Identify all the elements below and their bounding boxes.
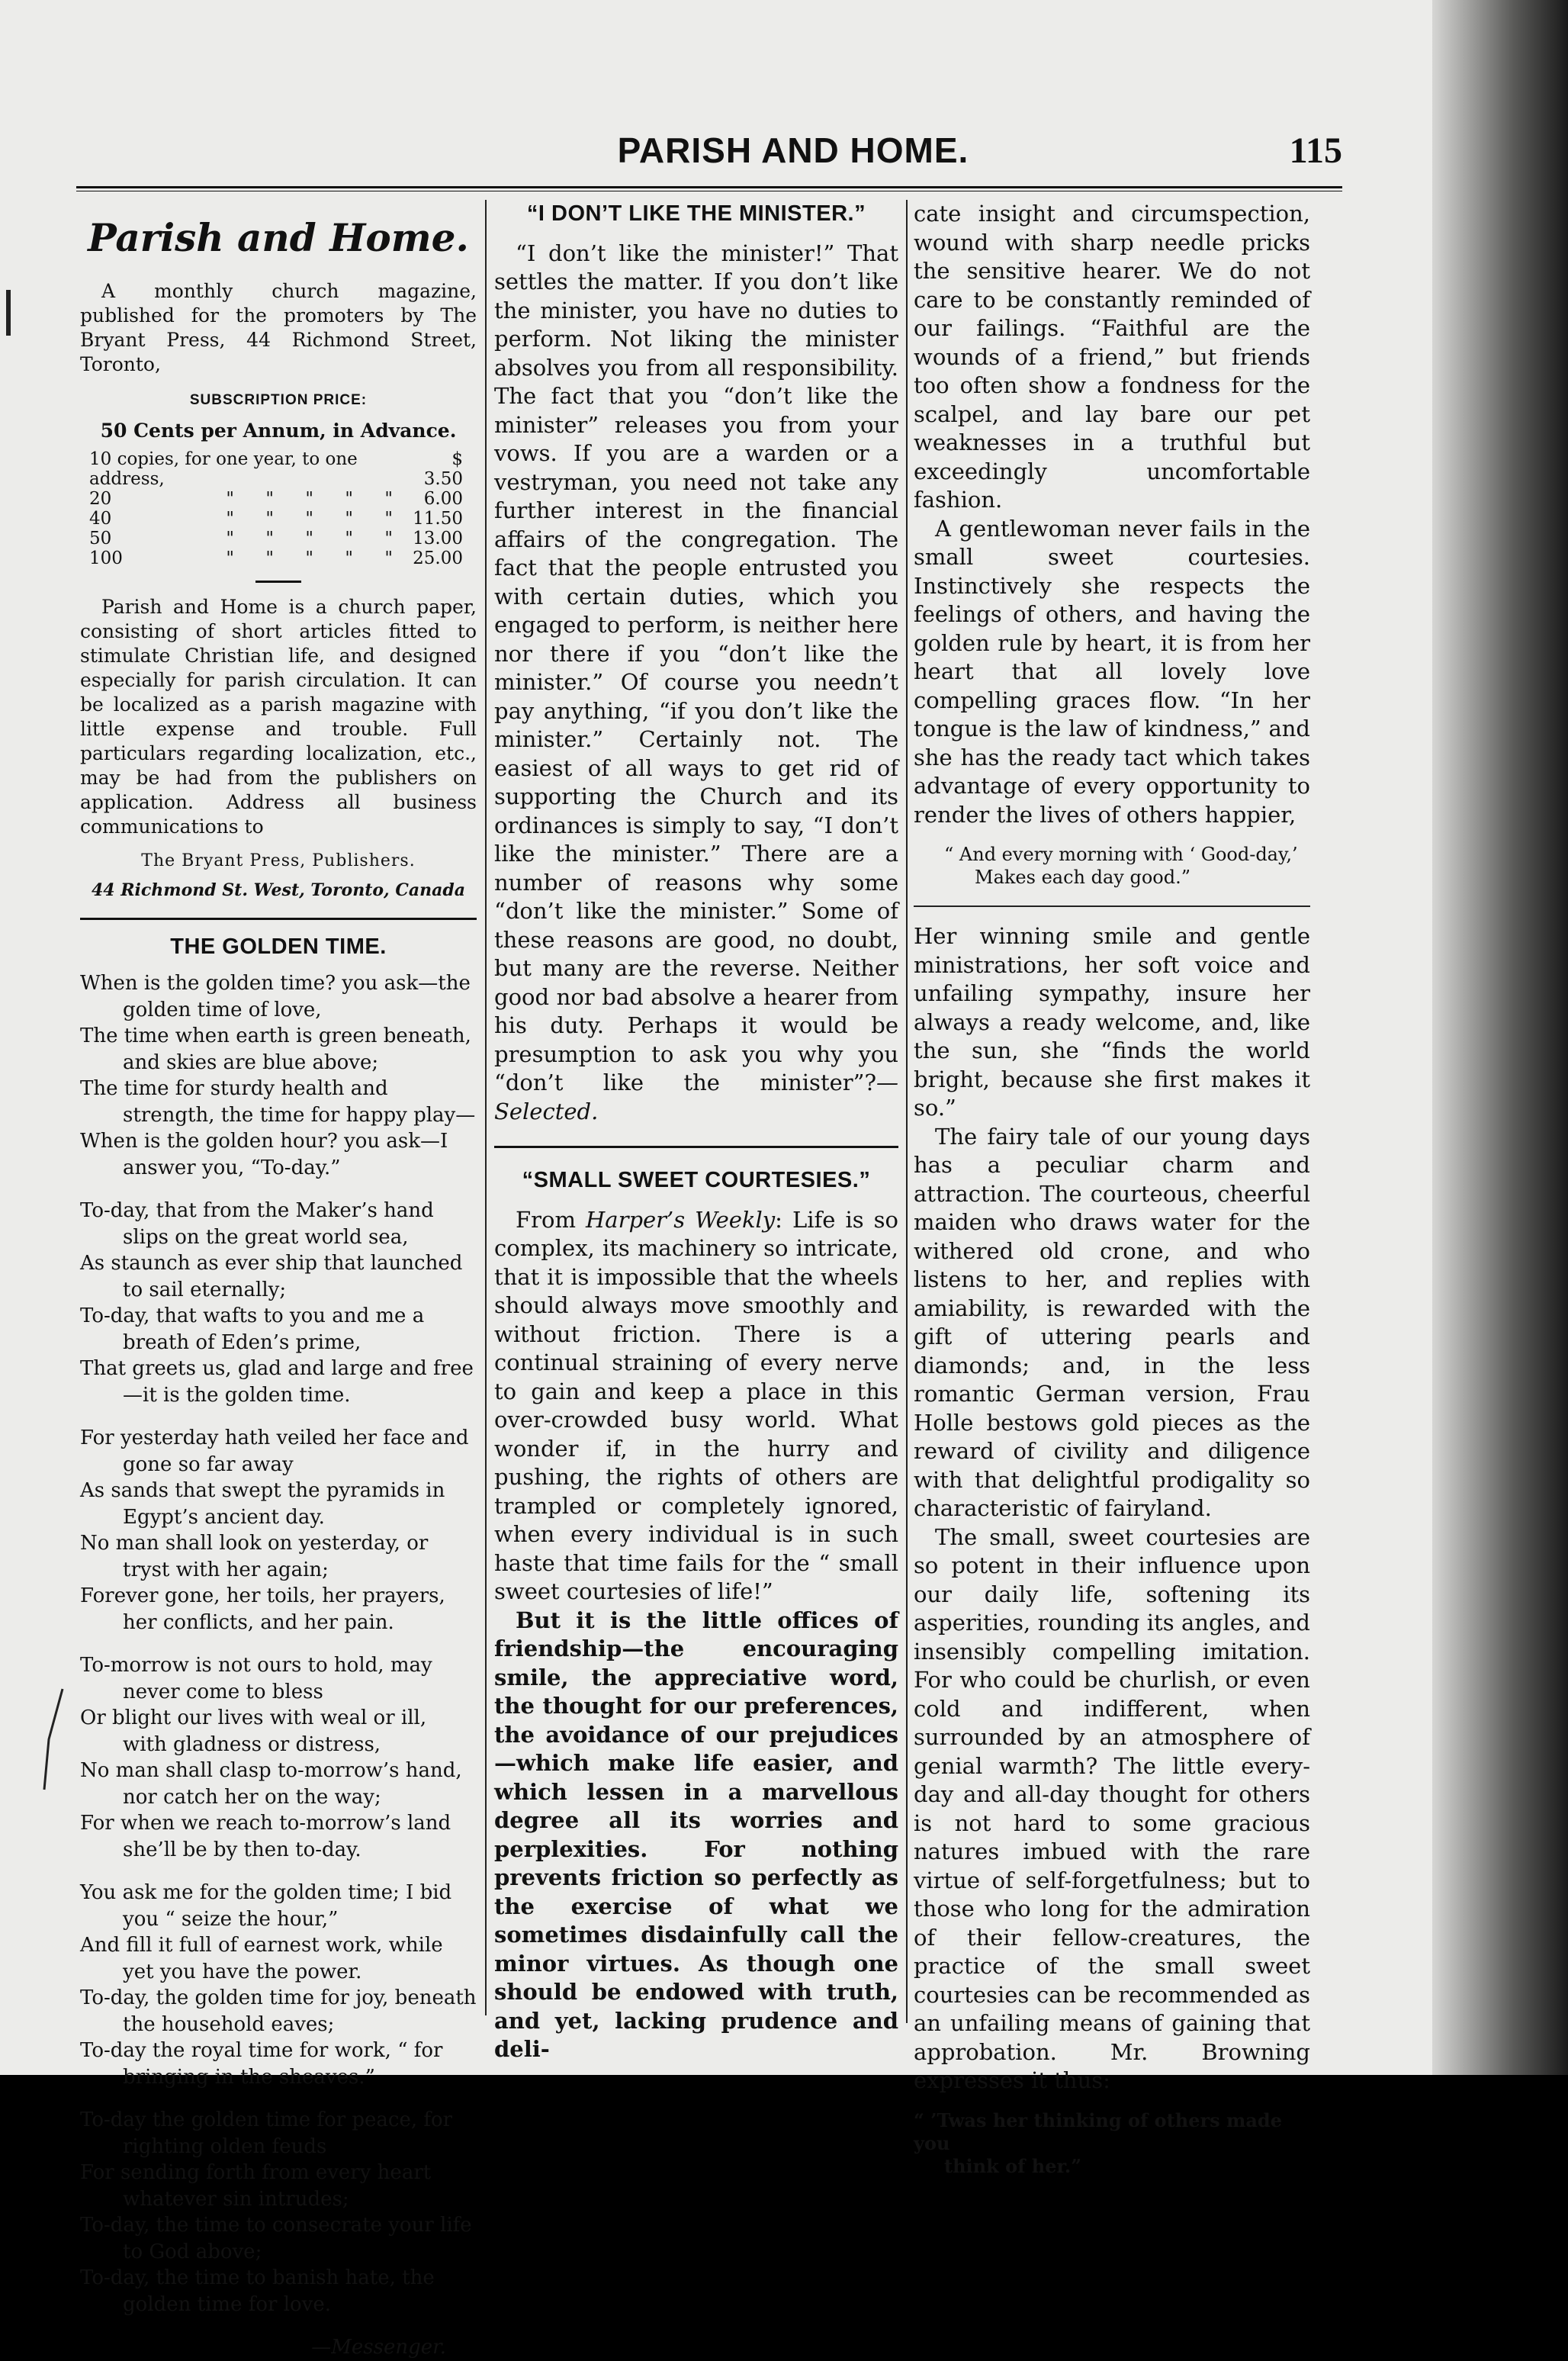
poem-line: To-day the royal time for work, “ for bringing in the sheaves.” <box>80 2039 443 2089</box>
quote-line: “ ’Twas her thinking of others made you <box>914 2108 1282 2154</box>
article-para: A gentlewoman never fails in the small sweet courtesies. Instinctively she respects the feelings of others, and having the golden rule by heart, it is from her heart that all lovely love compelling graces flow. “In her tongue is the law of kindness,” and she has the ready tact which takes advantage of every opportunity to render the lives of others happier, <box>914 515 1310 828</box>
poem-line: As sands that swept the pyramids in Egypt’s ancient day. <box>80 1479 445 1529</box>
poem-title: THE GOLDEN TIME. <box>170 934 387 959</box>
poem-line: When is the golden hour? you ask—I answer you, “To-day.” <box>80 1130 448 1179</box>
poem-line: And fill it full of earnest work, while yet you have the power. <box>80 1934 443 1983</box>
poem-line: The time for sturdy health and strength, the time for happy play— <box>80 1077 476 1127</box>
poem-line: No man shall look on yesterday, or tryst with her again; <box>80 1532 429 1581</box>
verse-quote <box>914 843 1310 889</box>
poem-line: Or blight our lives with weal or ill, with gladness or distress, <box>80 1706 427 1756</box>
poem-line: That greets us, glad and large and free—it is the golden time. <box>80 1357 474 1407</box>
article-para: The fairy tale of our young days has a peculiar charm and attraction. The courteous, cheerful maiden who draws water for the withered old crone, and who listens to her, and replies with amiability, is rewarded with the gift of uttering pearls and diamonds; and, in the less romantic German version, Frau Holle bestows gold pieces as the reward of civility and diligence with that delightful prodigality so characteristic of fairyland. <box>914 1123 1310 1521</box>
source-publication: Harper’s Weekly <box>586 1206 776 1233</box>
price-amount: 13.00 <box>413 528 463 548</box>
price-row: 50 " " " " " 13.00 <box>89 528 463 548</box>
poem-line: For yesterday hath veiled her face and gone so far away <box>80 1427 469 1476</box>
poem-line: To-day, that wafts to you and me a breath of Eden’s prime, <box>80 1304 425 1354</box>
quote-line: Makes each day good.” <box>975 867 1190 888</box>
article-title-courtesies: “SMALL SWEET COURTESIES.” <box>522 1168 871 1192</box>
book-spine-shadow <box>1432 0 1568 2075</box>
article-para: But it is the little offices of friendship—the encouraging smile, the appreciative word, the thought for our preferences, the avoidance of our prejudices—which make life easier, and which lessen in a marvellous degree all its worries and perplexities. For nothing prevents friction so perfectly as the exercise of what we sometimes disdainfully call the minor virtues. As though one should be endowed with truth, and yet, lacking prudence and deli- <box>494 1607 898 2062</box>
masthead: Parish and Home. <box>88 215 469 260</box>
price-amount: 6.00 <box>423 488 463 509</box>
article-para: The small, sweet courtesies are so potent in their influence upon our daily life, softening its asperities, rounding its angles, and insensibly compelling imitation. For who could be churlish, or even cold and indifferent, when surrounded by an atmosphere of genial warmth? The little every-day and all-day thought for others is not hard to some gracious natures imbued with the rare virtue of self-forgetfulness; but to those who long for the admiration of their fellow-creatures, the practice of the small sweet courtesies can be recommended as an unfailing means of gaining that approbation. Mr. Browning expresses it thus: <box>914 1523 1310 2093</box>
poem-stanza <box>80 1652 477 1863</box>
article-source: —Selected. <box>494 1070 898 1124</box>
price-row: 20 " " " " " 6.00 <box>89 488 463 509</box>
verse-quote <box>914 2109 1310 2178</box>
section-rule <box>494 1146 898 1148</box>
price-amount: $ 3.50 <box>423 449 463 489</box>
poem-line: To-day, the time to banish hate, the golden time for love. <box>80 2266 435 2316</box>
pencil-mark <box>43 1686 66 1793</box>
poem-line: To-day, that from the Maker’s hand slips on the great world sea, <box>80 1199 434 1249</box>
header-rule <box>76 186 1342 191</box>
column-divider-1 <box>485 200 487 2015</box>
column-2 <box>494 200 898 2064</box>
poem-line: For when we reach to-morrow’s land she’ll be by then to-day. <box>80 1812 451 1861</box>
running-title: PARISH AND HOME. <box>617 130 969 170</box>
poem-line: For sending forth from every heart whatever sin intrudes; <box>80 2161 432 2211</box>
column-divider-2 <box>906 200 908 2023</box>
price-qty: 20 <box>89 488 112 509</box>
poem-line: To-day, the golden time for joy, beneath the household eaves; <box>80 1986 477 2036</box>
poem-stanza <box>80 1198 477 1408</box>
price-amount: 11.50 <box>413 508 463 529</box>
quote-line: “ And every morning with ‘ Good-day,’ <box>944 844 1298 865</box>
quote-line: think of her.” <box>944 2154 1082 2177</box>
poem-line: You ask me for the golden time; I bid you “ seize the hour,” <box>80 1881 452 1931</box>
poem <box>80 970 477 2361</box>
poem-line: When is the golden time? you ask—the golden time of love, <box>80 972 471 1021</box>
price-qty: 100 <box>89 548 123 568</box>
poem-stanza <box>80 970 477 1181</box>
price-qty: 50 <box>89 528 112 548</box>
poem-line: The time when earth is green beneath, and skies are blue above; <box>80 1024 471 1074</box>
price-qty: 10 copies, for one year, to one address, <box>89 449 358 489</box>
article-title-minister: “I DON’T LIKE THE MINISTER.” <box>526 201 866 226</box>
poem-stanza <box>80 1880 477 2090</box>
paper-description: Parish and Home is a church paper, consisting of short articles fitted to stimulate Christian life, and designed especially for parish circulation. It can be localized as a parish magazine with little expense and trouble. Full particulars regarding localization, etc., may be had from the publishers on application. Address all business communications to <box>80 595 477 838</box>
poem-attribution: —Messenger. <box>311 2336 446 2359</box>
masthead-intro: A monthly church magazine, published for the promoters by The Bryant Press, 44 Richmond Street, Toronto, <box>80 280 477 375</box>
poem-line: To-day the golden time for peace, for righting olden feuds <box>80 2108 453 2158</box>
price-row: 100 " " " " " 25.00 <box>89 548 463 568</box>
page-number: 115 <box>1289 130 1342 171</box>
article-para: From Harper’s Weekly: Life is so complex, its machinery so intricate, that it is impossible that the wheels should always move smoothly and without friction. There is a continual straining of every nerve to gain and keep a place in this over-crowded busy world. What wonder if, in the hurry and pushing, the rights of others are trampled or completely ignored, when every individual is in such haste that time fails for the “ small sweet courtesies of life!” <box>494 1206 898 1604</box>
short-rule <box>255 581 301 583</box>
section-rule <box>80 918 477 920</box>
article-para: cate insight and circumspection, wound with sharp needle pricks the sensitive hearer. We do not care to be constantly reminded of our failings. “Faithful are the wounds of a friend,” but friends too often show a fondness for the scalpel, and lay bare our pet weaknesses in a truthful but exceedingly uncomfortable fashion. <box>914 201 1310 513</box>
poem-stanza <box>80 2107 477 2318</box>
price-row: 40 " " " " " 11.50 <box>89 508 463 529</box>
price-amount: 25.00 <box>413 548 463 568</box>
poem-line: As staunch as ever ship that launched to sail eternally; <box>80 1252 463 1301</box>
publisher-name: The Bryant Press, Publishers. <box>141 851 416 870</box>
publisher-address: 44 Richmond St. West, Toronto, Canada <box>91 880 466 900</box>
price-qty: 40 <box>89 508 112 529</box>
poem-line: To-day, the time to consecrate your life to God above; <box>80 2214 472 2263</box>
subscription-heading: SUBSCRIPTION PRICE: <box>189 392 368 408</box>
margin-mark <box>6 290 11 336</box>
subscription-price: 50 Cents per Annum, in Advance. <box>100 419 457 442</box>
price-table <box>89 449 463 568</box>
page-header <box>76 130 1342 183</box>
price-row <box>89 449 463 489</box>
article-para: Her winning smile and gentle ministrations, her soft voice and unfailing sympathy, insure her always a ready welcome, and, like the sun, she “finds the world bright, because she first makes it so.” <box>914 923 1310 1121</box>
poem-line: No man shall clasp to-morrow’s hand, nor catch her on the way; <box>80 1759 462 1809</box>
poem-line: To-morrow is not ours to hold, may never come to bless <box>80 1654 432 1703</box>
quote-rule <box>914 905 1310 907</box>
column-3 <box>914 200 1310 2178</box>
poem-line: Forever gone, her toils, her prayers, her conflicts, and her pain. <box>80 1584 445 1634</box>
column-1 <box>80 200 477 2361</box>
article-body-minister: “I don’t like the minister!” That settles the matter. If you don’t like the minister, you have no duties to perform. Not liking the minister absolves you from all responsibility. The fact that you “don’t like the minister” releases you from your vows. If you are a warden or a vestryman, you need not take any further interest in the financial affairs of the congregation. The fact that the people entrusted you with certain duties, which you engaged to perform, is neither here nor there if you “don’t like the minister.” Of course you needn’t pay anything, “if you don’t like the minister.” Certainly not. The easiest of all ways to get rid of supporting the Church and its ordinances is simply to say, “I don’t like the minister.” There are a number of reasons why some “don’t like the minister.” Some of these reasons are good, no doubt, but many are the reverse. Neither good nor bad absolve a hearer from his duty. Perhaps it would be presumption to ask you why you “don’t like the minister”?—Selected. <box>494 240 898 1124</box>
poem-stanza <box>80 1425 477 1636</box>
